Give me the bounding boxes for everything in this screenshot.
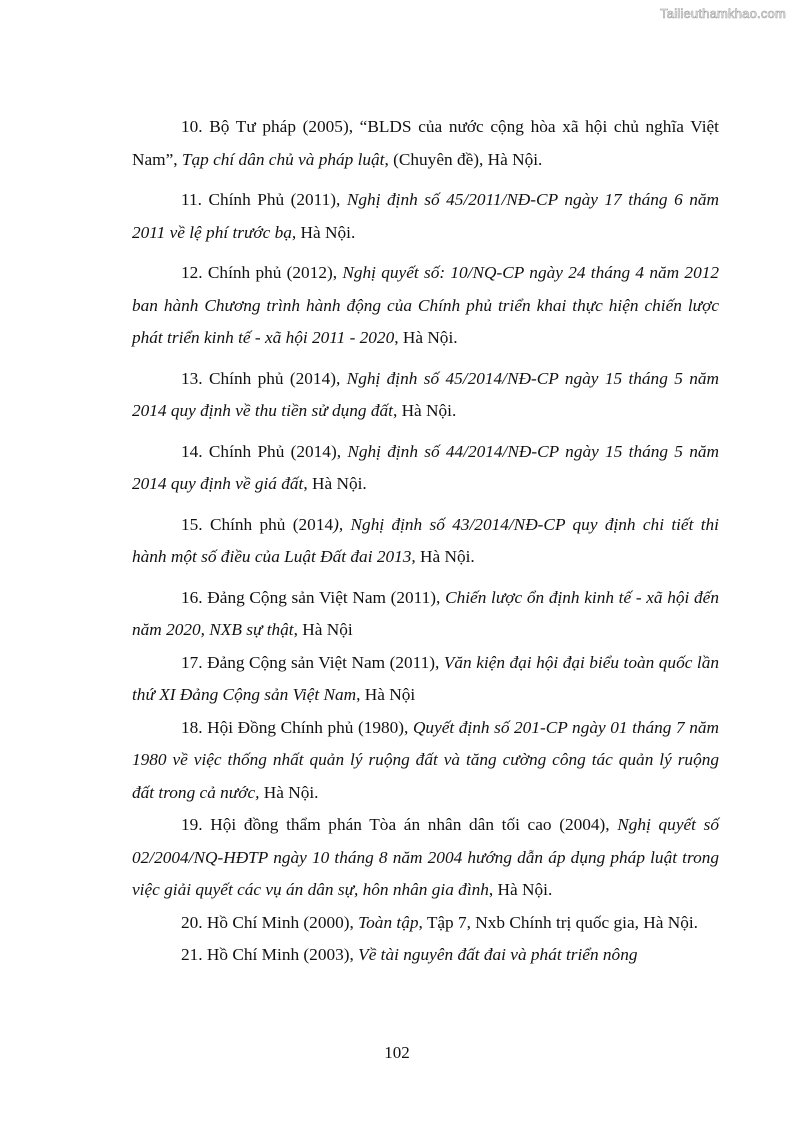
ref-tail: , (Chuyên đề), Hà Nội. — [384, 149, 543, 169]
reference-item-21 — [132, 939, 719, 972]
ref-title: Nghị định số 45/2014/NĐ-CP ngày 15 tháng 5 năm 2014 quy định về thu tiền sử dụng đất — [132, 368, 719, 420]
ref-author: 19. Hội đồng thẩm phán Tòa án nhân dân tối cao (2004), — [181, 815, 618, 834]
ref-author: 17. Đảng Cộng sản Việt Nam (2011), — [181, 652, 444, 672]
ref-tail: Hà Nội. — [259, 782, 319, 802]
ref-title: Quyết định số 201-CP ngày 01 tháng 7 năm 1980 về việc thống nhất quản lý ruộng đất và tăng cường công tác quản lý ruộng đất trong cả nước, — [132, 717, 719, 802]
ref-tail: , Hà Nội. — [392, 401, 457, 420]
reference-item-18 — [132, 712, 719, 810]
ref-title: Chiến lược ổn định kinh tế - xã hội đến năm 2020, NXB sự thật — [132, 587, 719, 639]
reference-item-17 — [132, 647, 719, 712]
ref-author: 15. Chính phủ (2014 — [181, 514, 334, 534]
ref-tail: , Hà Nội — [356, 685, 416, 704]
ref-title: Nghị định số 45/2011/NĐ-CP ngày 17 tháng 6 năm 2011 về lệ phí trước bạ, — [132, 190, 719, 242]
ref-author: 10. Bộ Tư pháp (2005), “BLDS của nước cộng hòa xã hội chủ nghĩa Việt Nam”, — [132, 117, 719, 169]
reference-item-20 — [132, 907, 719, 940]
ref-author: 21. Hồ Chí Minh (2003), — [181, 945, 359, 964]
ref-title: Về tài nguyên đất đai và phát triển nông — [358, 945, 638, 964]
reference-item-16 — [132, 582, 719, 647]
reference-item-11 — [132, 184, 719, 249]
ref-tail: , Tập 7, Nxb Chính trị quốc gia, Hà Nội. — [418, 912, 699, 932]
reference-item-10 — [132, 111, 719, 176]
reference-list — [132, 111, 719, 972]
reference-item-15 — [132, 509, 719, 574]
watermark-text: Tailieuthamkhao.com — [660, 6, 786, 21]
ref-tail: Hà Nội. — [415, 547, 475, 566]
ref-title: Nghị quyết số 02/2004/NQ-HĐTP ngày 10 tháng 8 năm 2004 hướng dẫn áp dụng pháp luật trong việc giải quyết các vụ án dân sự, hôn nhân gia đình — [132, 815, 719, 899]
reference-item-19 — [132, 809, 719, 907]
ref-author: 16. Đảng Cộng sản Việt Nam (2011), — [181, 587, 446, 607]
ref-author: 12. Chính phủ (2012), — [181, 263, 343, 282]
ref-tail: , Hà Nội — [293, 620, 353, 639]
ref-title: Tạp chí dân chủ và pháp luật — [181, 149, 385, 169]
ref-tail: , Hà Nội. — [394, 328, 458, 347]
ref-title: Nghị định số 44/2014/NĐ-CP ngày 15 tháng 5 năm 2014 quy định về giá đất — [132, 441, 719, 493]
ref-tail: , Hà Nội. — [303, 474, 367, 493]
ref-tail: Hà Nội. — [296, 222, 356, 242]
ref-tail: , Hà Nội. — [488, 880, 553, 899]
reference-item-13 — [132, 363, 719, 428]
ref-author: 20. Hồ Chí Minh (2000), — [181, 912, 359, 932]
ref-author: 13. Chính phủ (2014), — [181, 368, 347, 388]
ref-title: Toàn tập — [358, 912, 419, 932]
ref-title: Văn kiện đại hội đại biểu toàn quốc lần thứ XI Đảng Cộng sản Việt Nam — [132, 652, 719, 704]
reference-item-12 — [132, 257, 719, 355]
ref-author: 18. Hội Đồng Chính phủ (1980), — [181, 717, 413, 737]
ref-author: 14. Chính Phủ (2014), — [181, 441, 348, 461]
ref-title: ), Nghị định số 43/2014/NĐ-CP quy định chi tiết thi hành một số điều của Luật Đất đai 2013, — [132, 514, 719, 566]
ref-title: Nghị quyết số: 10/NQ-CP ngày 24 tháng 4 năm 2012 ban hành Chương trình hành động của Chính phủ triển khai thực hiện chiến lược phát triển kinh tế - xã hội 2011 - 2020 — [132, 263, 719, 347]
reference-item-14 — [132, 436, 719, 501]
page-number: 102 — [384, 1043, 410, 1062]
ref-author: 11. Chính Phủ (2011), — [181, 190, 347, 209]
